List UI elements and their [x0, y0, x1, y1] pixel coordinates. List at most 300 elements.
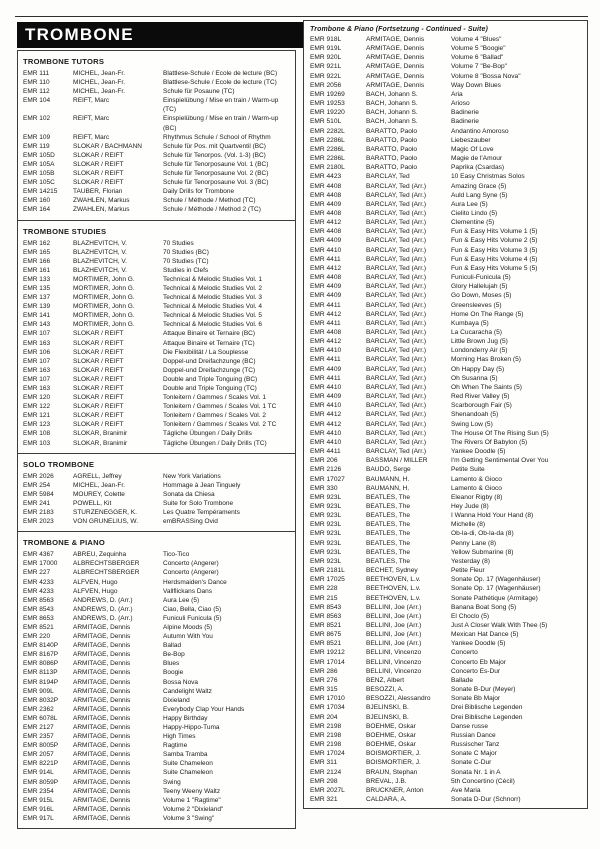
catalog-number: EMR 921L	[310, 63, 342, 71]
piece-title: Tonleitern / Gammes / Scales Vol. 1	[163, 394, 266, 402]
catalog-row	[304, 438, 587, 447]
catalog-row	[304, 557, 587, 566]
catalog-number: EMR 4410	[310, 402, 342, 410]
catalog-row	[304, 200, 587, 209]
catalog-row	[18, 508, 295, 517]
piece-title: Technical & Melodic Studies Vol. 6	[163, 321, 262, 329]
catalog-row	[304, 172, 587, 181]
catalog-row	[18, 559, 295, 568]
piece-title: Volume 2 "Dixieland"	[163, 805, 224, 813]
composer-name: BACH, Johann S.	[366, 100, 418, 108]
catalog-number: EMR 4408	[310, 209, 342, 217]
catalog-row	[18, 402, 295, 411]
piece-title: New York Variations	[163, 472, 221, 480]
catalog-number: EMR 103	[23, 439, 51, 447]
catalog-row	[304, 529, 587, 538]
catalog-number: EMR 2057	[23, 751, 54, 759]
composer-name: ARMITAGE, Dennis	[73, 669, 131, 677]
piece-title: Badinerie	[451, 109, 479, 117]
catalog-row	[304, 191, 587, 200]
catalog-row	[18, 266, 295, 275]
composer-name: ARMITAGE, Dennis	[366, 72, 425, 80]
composer-name: BJELINSKI, B.	[366, 713, 409, 721]
composer-name: BARCLAY, Ted (Arr.)	[366, 402, 427, 410]
catalog-row	[18, 596, 295, 605]
catalog-row	[304, 218, 587, 227]
catalog-row	[304, 612, 587, 621]
composer-name: SLOKAR / REIFT	[73, 403, 124, 411]
piece-title: Les Quatre Tempéraments	[163, 509, 240, 517]
composer-name: ANDREWS, D. (Arr.)	[73, 614, 133, 622]
composer-name: BARATTO, Paolo	[366, 155, 418, 163]
piece-title: Samba Tramba	[163, 751, 208, 759]
piece-title: Michelle (8)	[451, 521, 486, 529]
catalog-row	[304, 566, 587, 575]
catalog-row	[304, 255, 587, 264]
composer-name: SLOKAR / REIFT	[73, 348, 124, 356]
catalog-row	[304, 365, 587, 374]
catalog-row	[18, 248, 295, 257]
catalog-number: EMR 8543	[310, 603, 342, 611]
composer-name: POWELL, Kit	[73, 499, 112, 507]
piece-title: Schule für Tenorposaune Vol. 3 (BC)	[163, 179, 269, 187]
catalog-row	[304, 246, 587, 255]
catalog-row	[18, 329, 295, 338]
composer-name: ARMITAGE, Dennis	[73, 742, 131, 750]
piece-title: Go Down, Moses (5)	[451, 292, 512, 300]
composer-name: BARCLAY, Ted (Arr.)	[366, 420, 427, 428]
composer-name: BARATTO, Paolo	[366, 136, 418, 144]
catalog-number: EMR 105B	[23, 170, 55, 178]
catalog-section	[18, 454, 295, 533]
composer-name: BAUMANN, H.	[366, 475, 410, 483]
catalog-number: EMR 164	[23, 206, 51, 214]
catalog-row	[304, 667, 587, 676]
piece-title: Sonata Nr. 1 in A	[451, 768, 501, 776]
composer-name: BAUMANN, H.	[366, 484, 410, 492]
catalog-number: EMR 6078L	[23, 714, 58, 722]
catalog-row	[18, 578, 295, 587]
piece-title: Sonata D-Dur (Schnorr)	[451, 795, 521, 803]
catalog-number: EMR 2282L	[310, 127, 345, 135]
composer-name: BARCLAY, Ted (Arr.)	[366, 228, 427, 236]
catalog-row	[18, 605, 295, 614]
composer-name: SLOKAR / BACHMANN	[73, 142, 142, 150]
piece-title: Volume 6 "Ballad"	[451, 54, 504, 62]
catalog-row	[18, 696, 295, 705]
catalog-number: EMR 8563	[23, 596, 54, 604]
piece-title: Sonate B-Dur (Meyer)	[451, 686, 516, 694]
piece-title: Ob-la-di, Ob-la-da (8)	[451, 530, 514, 538]
piece-title: Sonata da Chiesa	[163, 490, 215, 498]
right-column-rows	[304, 35, 587, 804]
composer-name: MORTIMER, John G.	[73, 303, 135, 311]
catalog-row	[18, 759, 295, 768]
composer-name: SLOKAR / REIFT	[73, 357, 124, 365]
catalog-number: EMR 19220	[310, 109, 345, 117]
piece-title: Petite Fleur	[451, 567, 485, 575]
piece-title: Tonleitern / Gammes / Scales Vol. 2 TC	[163, 421, 277, 429]
piece-title: Fun & Easy Hits Volume 4 (5)	[451, 255, 538, 263]
piece-title: Studies in Clefs	[163, 266, 209, 274]
piece-title: Mexican Hat Dance (5)	[451, 631, 519, 639]
piece-title: Lamento & Gioco	[451, 475, 502, 483]
catalog-number: EMR 19212	[310, 649, 345, 657]
page-top-rule	[15, 16, 588, 17]
composer-name: BELLINI, Joe (Arr.)	[366, 640, 422, 648]
catalog-number: EMR 4411	[310, 356, 341, 364]
catalog-row	[304, 337, 587, 346]
catalog-row	[18, 632, 295, 641]
piece-title: Blues	[163, 660, 180, 668]
piece-title: Ballade	[451, 676, 473, 684]
catalog-row	[304, 310, 587, 319]
composer-name: REIFT, Marc	[73, 115, 110, 123]
composer-name: BARCLAY, Ted (Arr.)	[366, 264, 427, 272]
composer-name: ARMITAGE, Dennis	[73, 642, 131, 650]
catalog-row	[304, 383, 587, 392]
catalog-row	[304, 603, 587, 612]
catalog-row	[18, 393, 295, 402]
composer-name: BARCLAY, Ted (Arr.)	[366, 191, 427, 199]
catalog-number: EMR 4408	[310, 182, 342, 190]
catalog-number: EMR 161	[23, 266, 51, 274]
composer-name: BEATLES, The	[366, 539, 411, 547]
piece-title: Ciao, Bella, Ciao (5)	[163, 605, 222, 613]
composer-name: BARCLAY, Ted (Arr.)	[366, 338, 427, 346]
catalog-number: EMR 105C	[23, 179, 55, 187]
piece-title: Technical & Melodic Studies Vol. 1	[163, 275, 262, 283]
catalog-row	[304, 758, 587, 767]
composer-name: BARCLAY, Ted (Arr.)	[366, 356, 427, 364]
catalog-number: EMR 228	[310, 585, 338, 593]
catalog-row	[304, 44, 587, 53]
composer-name: ARMITAGE, Dennis	[73, 678, 131, 686]
catalog-number: EMR 206	[310, 457, 338, 465]
piece-title: Way Down Blues	[451, 81, 501, 89]
catalog-number: EMR 8675	[310, 631, 342, 639]
piece-title: Penny Lane (8)	[451, 539, 497, 547]
piece-title: Tico-Tico	[163, 551, 190, 559]
catalog-number: EMR 2357	[23, 733, 54, 741]
catalog-row	[18, 778, 295, 787]
right-column	[303, 20, 588, 809]
composer-name: BARCLAY, Ted (Arr.)	[366, 365, 427, 373]
piece-title: Schule für Tenorposaune Vol. 2 (BC)	[163, 170, 269, 178]
piece-title: Fun & Easy Hits Volume 3 (5)	[451, 246, 538, 254]
composer-name: ZWAHLEN, Markus	[73, 206, 130, 214]
catalog-number: EMR 920L	[310, 54, 342, 62]
composer-name: MICHEL, Jean-Fr.	[73, 481, 126, 489]
composer-name: BELLINI, Joe (Arr.)	[366, 603, 422, 611]
piece-title: Volume 1 "Ragtime"	[163, 796, 221, 804]
piece-title: Tonleitern / Gammes / Scales Vol. 2	[163, 412, 266, 420]
piece-title: Schule für Posaune (TC)	[163, 88, 235, 96]
composer-name: ALFVEN, Hugo	[73, 578, 118, 586]
catalog-number: EMR 8086P	[23, 660, 59, 668]
catalog-row	[304, 163, 587, 172]
catalog-row	[304, 584, 587, 593]
composer-name: CALDARA, A.	[366, 795, 407, 803]
piece-title: 70 Studies (TC)	[163, 257, 209, 265]
composer-name: MORTIMER, John G.	[73, 284, 135, 292]
catalog-number: EMR 2286L	[310, 155, 345, 163]
composer-name: SLOKAR / REIFT	[73, 330, 124, 338]
catalog-number: EMR 315	[310, 686, 338, 694]
catalog-number: EMR 916L	[23, 805, 54, 813]
piece-title: High Times	[163, 733, 196, 741]
catalog-number: EMR 923L	[310, 493, 342, 501]
catalog-number: EMR 4409	[310, 393, 342, 401]
piece-title: Schule für Tenorposaune Vol. 1 (BC)	[163, 160, 269, 168]
catalog-number: EMR 2180L	[310, 164, 345, 172]
catalog-number: EMR 914L	[23, 769, 54, 777]
section-heading: TROMBONE TUTORS	[23, 57, 105, 66]
catalog-row	[18, 705, 295, 714]
composer-name: ARMITAGE, Dennis	[73, 623, 131, 631]
catalog-row	[304, 154, 587, 163]
catalog-row	[18, 499, 295, 508]
composer-name: ARMITAGE, Dennis	[73, 714, 131, 722]
catalog-number: EMR 8194P	[23, 678, 59, 686]
catalog-number: EMR 4412	[310, 338, 342, 346]
catalog-row	[18, 723, 295, 732]
catalog-number: EMR 4233	[23, 587, 54, 595]
catalog-number: EMR 2362	[23, 705, 54, 713]
piece-title: Morning Has Broken (5)	[451, 356, 521, 364]
composer-name: BOISMORTIER, J.	[366, 759, 421, 767]
composer-name: BARCLAY, Ted (Arr.)	[366, 374, 427, 382]
catalog-number: EMR 4412	[310, 219, 342, 227]
composer-name: BEATLES, The	[366, 502, 411, 510]
catalog-row	[18, 133, 295, 142]
catalog-row	[304, 722, 587, 731]
section-heading: SOLO TROMBONE	[23, 459, 95, 469]
catalog-number: EMR 2354	[23, 787, 54, 795]
piece-title: Just A Closer Walk With Thee (5)	[451, 622, 548, 629]
piece-title: Scarborough Fair (5)	[451, 402, 512, 410]
catalog-number: EMR 8563	[310, 612, 342, 620]
composer-name: BARATTO, Paolo	[366, 145, 418, 153]
catalog-row	[18, 472, 295, 481]
composer-name: BEATLES, The	[366, 530, 411, 538]
composer-name: BEATLES, The	[366, 548, 411, 556]
piece-title: Technical & Melodic Studies Vol. 2	[163, 284, 262, 292]
composer-name: BELLINI, Vincenzo	[366, 649, 422, 657]
catalog-section	[18, 532, 295, 828]
piece-title: Auld Lang Syne (5)	[451, 191, 508, 199]
piece-title: El Choclo (5)	[451, 612, 490, 620]
catalog-row	[18, 587, 295, 596]
catalog-row	[18, 687, 295, 696]
composer-name: MORTIMER, John G.	[73, 321, 135, 329]
catalog-row	[304, 713, 587, 722]
piece-title: Glory Hallelujah (5)	[451, 283, 508, 291]
composer-name: ALBRECHTSBERGER	[73, 569, 140, 577]
composer-name: BARCLAY, Ted	[366, 173, 410, 181]
catalog-row	[18, 550, 295, 559]
catalog-row	[304, 328, 587, 337]
catalog-number: EMR 2286L	[310, 136, 345, 144]
piece-title: Oh Happy Day (5)	[451, 365, 505, 373]
catalog-number: EMR 2027L	[310, 786, 345, 794]
catalog-number: EMR 143	[23, 321, 51, 329]
composer-name: BARCLAY, Ted (Arr.)	[366, 283, 427, 291]
catalog-row	[304, 475, 587, 484]
catalog-number: EMR 163	[23, 339, 51, 347]
composer-name: BARCLAY, Ted (Arr.)	[366, 448, 427, 456]
catalog-number: EMR 923L	[310, 557, 342, 565]
catalog-row	[304, 236, 587, 245]
catalog-number: EMR 2198	[310, 731, 342, 739]
catalog-row	[304, 493, 587, 502]
catalog-row	[304, 658, 587, 667]
piece-title: Doppel-und Dreifachzunge (BC)	[163, 357, 256, 365]
catalog-number: EMR 4423	[310, 173, 342, 181]
catalog-row	[18, 160, 295, 169]
composer-name: BARCLAY, Ted (Arr.)	[366, 200, 427, 208]
catalog-number: EMR 4411	[310, 319, 341, 327]
piece-title: Sonate C Major	[451, 750, 497, 758]
catalog-row	[304, 273, 587, 282]
piece-title: Tonleitern / Gammes / Scales Vol. 1 TC	[163, 403, 277, 411]
composer-name: ARMITAGE, Dennis	[73, 705, 131, 713]
catalog-row	[18, 187, 295, 196]
section-rows	[18, 69, 295, 215]
catalog-row	[304, 731, 587, 740]
piece-title: Vallflickans Dans	[163, 587, 213, 595]
catalog-row	[18, 614, 295, 623]
catalog-row	[304, 35, 587, 44]
catalog-number: EMR 102	[23, 115, 51, 123]
catalog-row	[18, 151, 295, 160]
composer-name: BECHET, Sydney	[366, 567, 418, 575]
catalog-row	[304, 53, 587, 62]
composer-name: ZWAHLEN, Markus	[73, 197, 130, 205]
catalog-number: EMR 4410	[310, 347, 342, 355]
composer-name: ARMITAGE, Dennis	[73, 633, 131, 641]
composer-name: TAUBER, Florian	[73, 188, 123, 196]
piece-title: Sonate Op. 17 (Wagenhäuser)	[451, 585, 541, 593]
catalog-row	[304, 145, 587, 154]
catalog-row	[304, 502, 587, 511]
catalog-number: EMR 120	[23, 394, 51, 402]
piece-title: Technical & Melodic Studies Vol. 5	[163, 312, 262, 320]
piece-title: Herdsmaiden's Dance	[163, 578, 227, 586]
composer-name: BARATTO, Paolo	[366, 164, 418, 172]
catalog-number: EMR 8059P	[23, 778, 59, 786]
catalog-section	[18, 221, 295, 454]
piece-title: Red River Valley (5)	[451, 393, 510, 401]
composer-name: ARMITAGE, Dennis	[73, 787, 131, 795]
composer-name: BELLINI, Joe (Arr.)	[366, 631, 422, 639]
catalog-row	[18, 302, 295, 311]
piece-title: Lamento & Gioco	[451, 484, 502, 492]
continuation-header: Trombone & Piano (Fortsetzung - Continued - Suite)	[310, 26, 488, 33]
piece-title: Cielito Lindo (5)	[451, 209, 498, 217]
catalog-row	[304, 410, 587, 419]
composer-name: ARMITAGE, Dennis	[366, 54, 425, 62]
catalog-row	[304, 420, 587, 429]
piece-title: Ballad	[163, 642, 182, 650]
piece-title: Happy Birthday	[163, 714, 208, 722]
catalog-row	[304, 392, 587, 401]
catalog-number: EMR 4411	[310, 374, 341, 382]
catalog-row	[304, 99, 587, 108]
composer-name: BLAZHEVITCH, V.	[73, 257, 127, 265]
piece-title: Happy-Hippo-Tuma	[163, 724, 220, 731]
catalog-row	[304, 90, 587, 99]
composer-name: BJELINSKI, B.	[366, 704, 409, 712]
catalog-number: EMR 4411	[310, 448, 341, 456]
catalog-number: EMR 918L	[310, 36, 342, 43]
composer-name: SLOKAR / REIFT	[73, 412, 124, 420]
composer-name: ARMITAGE, Dennis	[73, 805, 131, 813]
piece-title: Paprika (Csardas)	[451, 164, 505, 172]
composer-name: ARMITAGE, Dennis	[73, 778, 131, 786]
piece-title: Hey Jude (8)	[451, 502, 489, 510]
catalog-row	[18, 517, 295, 526]
composer-name: BOEHME, Oskar	[366, 741, 416, 749]
composer-name: SLOKAR / REIFT	[73, 339, 124, 347]
piece-title: Drei Biblische Legenden	[451, 713, 523, 721]
piece-title: Volume 5 "Boogie"	[451, 45, 506, 53]
composer-name: BARCLAY, Ted (Arr.)	[366, 246, 427, 254]
catalog-number: EMR 4367	[23, 551, 54, 559]
catalog-row	[304, 648, 587, 657]
section-heading: TROMBONE STUDIES	[23, 226, 107, 236]
catalog-number: EMR 923L	[310, 548, 342, 556]
catalog-row	[304, 520, 587, 529]
piece-title: Candelight Waltz	[163, 687, 212, 695]
catalog-number: EMR 276	[310, 676, 338, 684]
catalog-number: EMR 923L	[310, 502, 342, 510]
catalog-number: EMR 17034	[310, 704, 345, 712]
composer-name: BELLINI, Vincenzo	[366, 667, 422, 675]
catalog-number: EMR 4408	[310, 274, 342, 282]
piece-title: Alpine Moods (5)	[163, 623, 213, 631]
composer-name: BRAUN, Stephan	[366, 768, 418, 776]
composer-name: BARCLAY, Ted (Arr.)	[366, 429, 427, 437]
composer-name: MICHEL, Jean-Fr.	[73, 79, 126, 87]
catalog-row	[18, 257, 295, 266]
piece-title: Suite Chameleon	[163, 769, 213, 777]
piece-title: Attaque Binaire et Ternaire (TC)	[163, 339, 255, 347]
catalog-number: EMR 119	[23, 142, 50, 150]
piece-title: 10 Easy Christmas Solos	[451, 173, 525, 181]
composer-name: SLOKAR / REIFT	[73, 366, 124, 374]
composer-name: ARMITAGE, Dennis	[73, 651, 131, 659]
piece-title: Ave Maria	[451, 786, 481, 794]
catalog-row	[18, 420, 295, 429]
catalog-number: EMR 17000	[23, 560, 58, 568]
catalog-row	[304, 465, 587, 474]
catalog-row	[304, 127, 587, 136]
composer-name: ARMITAGE, Dennis	[73, 733, 131, 741]
composer-name: BARCLAY, Ted (Arr.)	[366, 255, 427, 263]
composer-name: BLAZHEVITCH, V.	[73, 239, 127, 247]
catalog-number: EMR 4409	[310, 200, 342, 208]
composer-name: ARMITAGE, Dennis	[73, 660, 131, 668]
composer-name: SLOKAR, Branimir	[73, 430, 128, 438]
catalog-row	[18, 750, 295, 759]
piece-title: Everybody Clap Your Hands	[163, 705, 245, 713]
catalog-number: EMR 112	[23, 88, 50, 96]
piece-title: Volume 8 "Bossa Nova"	[451, 72, 521, 80]
composer-name: ARMITAGE, Dennis	[73, 760, 131, 768]
piece-title: Tägliche Übungen / Daily Drills	[163, 430, 252, 438]
piece-title: Doppel-und Dreifachzunge (TC)	[163, 366, 256, 374]
